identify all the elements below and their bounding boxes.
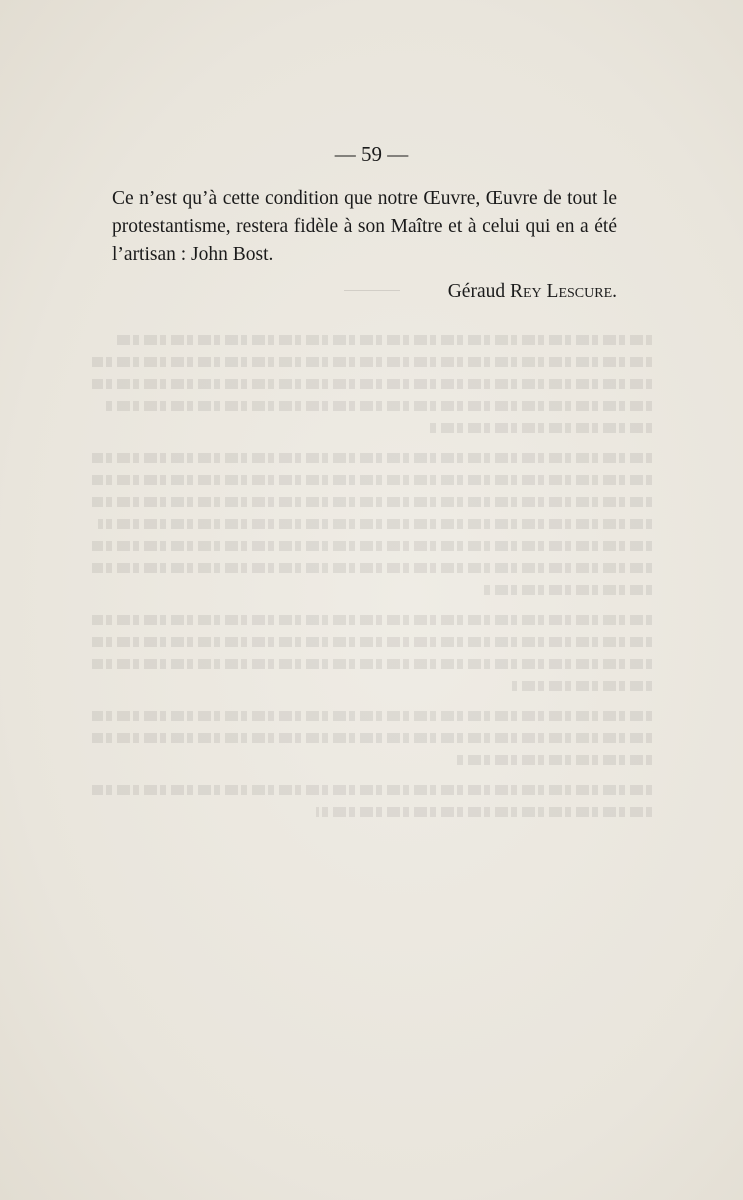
author-signature [448,281,617,303]
page-number: — 59 — [334,142,409,166]
author-last-name: Rey Lescure. [509,281,617,302]
author-first-name: Géraud [447,281,506,302]
body-paragraph: Ce n’est qu’à cette condition que notre Œuvre, Œuvre de tout le protestantisme, restera fidèle à son Maître et à celui qui en a été l’artisan : John Bost. [112,188,617,265]
bleed-through-reverse-text [92,290,652,829]
